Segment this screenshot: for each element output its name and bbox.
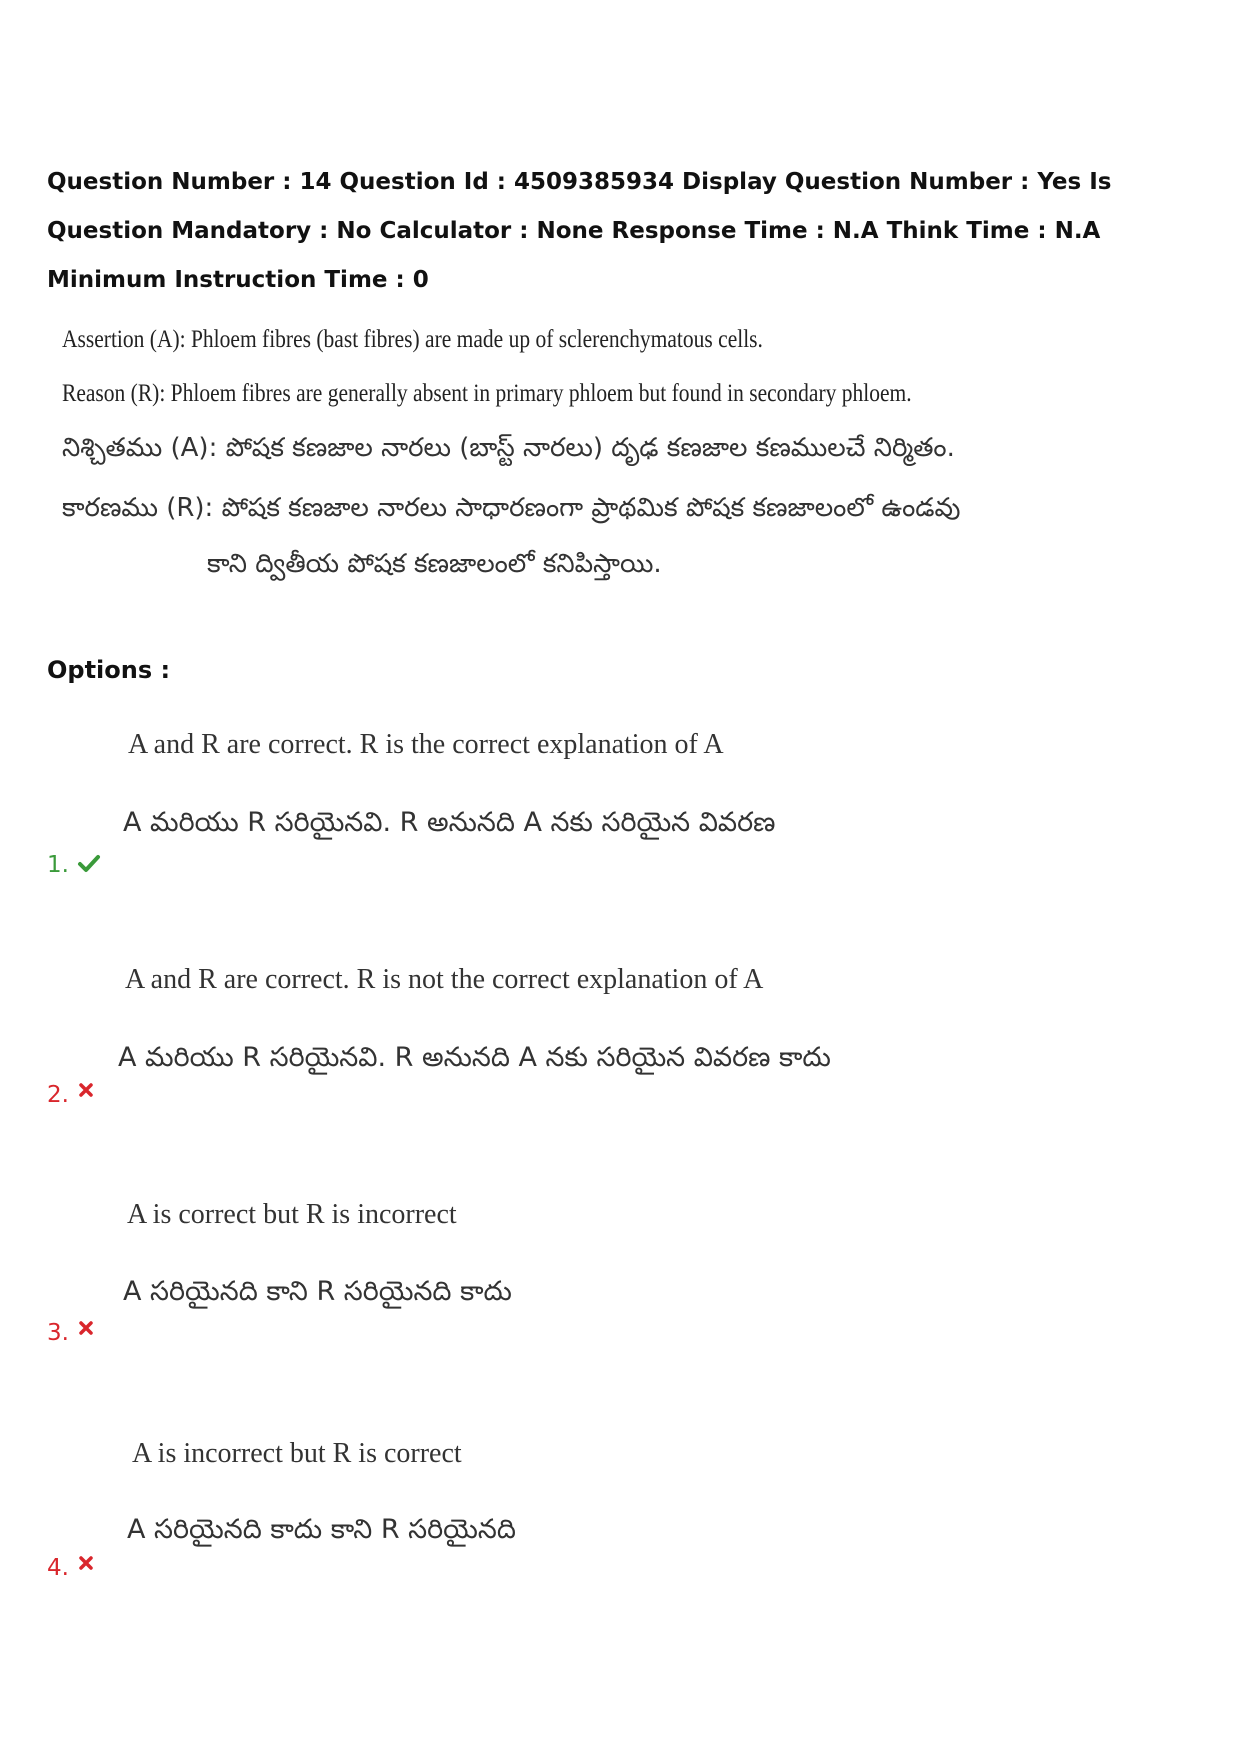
options-label: Options : [47, 656, 171, 684]
option-4-number: 4. [47, 1555, 69, 1581]
option-3-text-english: A is correct but R is incorrect [127, 1199, 457, 1230]
cross-icon [77, 1081, 95, 1099]
reason-telugu-line-2: కాని ద్వితీయ పోషక కణజాలంలో కనిపిస్తాయి. [207, 549, 662, 579]
cross-icon [77, 1554, 95, 1572]
reason-telugu-line-1: కారణము (R): పోషక కణజాల నారలు సాధారణంగా ప్రాథమిక పోషక కణజాలంలో ఉండవు [62, 493, 961, 523]
option-3-number: 3. [47, 1320, 69, 1346]
option-3-text-telugu: A సరియైనది కాని R సరియైనది కాదు [123, 1276, 512, 1307]
option-4-text-telugu: A సరియైనది కాదు కాని R సరియైనది [127, 1514, 516, 1545]
option-3-marker [47, 1319, 95, 1347]
option-2-marker [47, 1081, 95, 1109]
option-1-text-english: A and R are correct. R is the correct explanation of A [128, 729, 724, 760]
option-2-text-telugu: A మరియు R సరియైనవి. R అనునది A నకు సరియైన వివరణ కాదు [118, 1042, 831, 1073]
assertion-telugu: నిశ్చితము (A): పోషక కణజాల నారలు (బాస్ట్ నారలు) దృఢ కణజాల కణములచే నిర్మితం. [62, 433, 955, 463]
reason-english: Reason (R): Phloem fibres are generally absent in primary phloem but found in secondary phloem. [62, 380, 912, 407]
option-1-text-telugu: A మరియు R సరియైనవి. R అనునది A నకు సరియైన వివరణ [123, 807, 776, 838]
option-4-text-english: A is incorrect but R is correct [132, 1438, 462, 1469]
question-body [62, 325, 962, 581]
option-2-number: 2. [47, 1082, 69, 1108]
option-4-marker [47, 1554, 95, 1582]
check-icon [77, 851, 101, 875]
option-1-number: 1. [47, 852, 69, 878]
assertion-english: Assertion (A): Phloem fibres (bast fibres) are made up of sclerenchymatous cells. [62, 326, 763, 353]
option-1-marker [47, 851, 101, 879]
cross-icon [77, 1319, 95, 1337]
option-2-text-english: A and R are correct. R is not the correct explanation of A [125, 964, 764, 995]
question-metadata-header: Question Number : 14 Question Id : 4509385934 Display Question Number : Yes Is Question Mandatory : No Calculator : None Response Time : N.A Think Time : N.A Minimum Instruction Time : 0 [47, 169, 1112, 293]
